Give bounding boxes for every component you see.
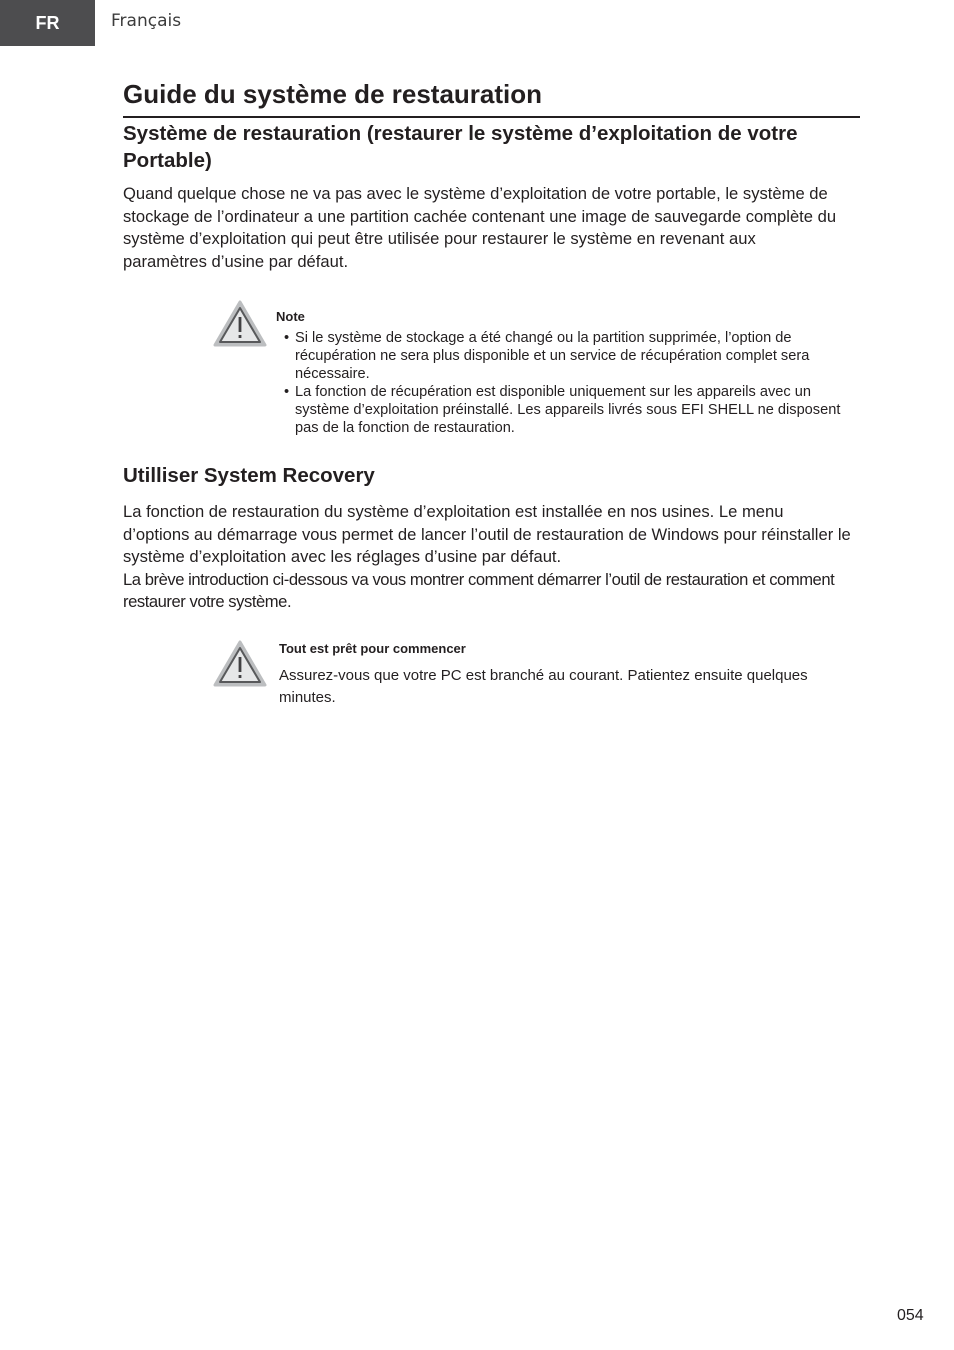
list-item bbox=[284, 383, 854, 437]
intro-paragraph: Quand quelque chose ne va pas avec le système d’exploitation de votre portable, le système de stockage de l’ordinateur a une partition cachée contenant une image de sauvegarde complète du système d’exploitation qui peut être utilisée pour restaurer le système en revenant aux paramètres d’usine par défaut. bbox=[123, 184, 837, 271]
bullet: • bbox=[284, 330, 290, 346]
bullet: • bbox=[284, 384, 290, 401]
page-number: 054 bbox=[897, 1307, 924, 1324]
ready-text: Assurez-vous que votre PC est branché au courant. Patientez ensuite quelques minutes. bbox=[279, 667, 808, 706]
section-title: Système de restauration (restaurer le système d’exploitation de votre Portable) bbox=[123, 122, 798, 172]
usage-title: Utilliser System Recovery bbox=[123, 464, 375, 487]
note-title: Note bbox=[276, 309, 305, 324]
list-item bbox=[284, 329, 854, 383]
usage-paragraph: La fonction de restauration du système d’exploitation est installée en nos usines. Le menu d’options au démarrage vous permet de lancer l’outil de restauration de Windows pour réinstaller le système d’exploitation avec les réglages d’usine par défaut. bbox=[123, 502, 851, 567]
language-code: FR bbox=[35, 12, 60, 33]
note-item-text: Si le système de stockage a été changé ou la partition supprimée, l’option de récupération ne sera plus disponible et un service de récupération complet sera nécessaire. bbox=[295, 330, 810, 383]
usage-paragraph-intro: La brève introduction ci-dessous va vous montrer comment démarrer l’outil de restauration et comment restaurer votre système. bbox=[123, 570, 835, 611]
page-title: Guide du système de restauration bbox=[123, 78, 860, 118]
language-tab bbox=[0, 0, 95, 46]
note-item-text: La fonction de récupération est disponible uniquement sur les appareils avec un système d’exploitation préinstallé. Les appareils livrés sous EFI SHELL ne disposent pas de la fonction de restauration. bbox=[295, 384, 841, 437]
ready-title: Tout est prêt pour commencer bbox=[279, 641, 466, 656]
warning-triangle-icon bbox=[213, 640, 267, 688]
note-list bbox=[284, 329, 854, 438]
warning-triangle-icon bbox=[213, 300, 267, 348]
language-name: Français bbox=[111, 11, 182, 31]
